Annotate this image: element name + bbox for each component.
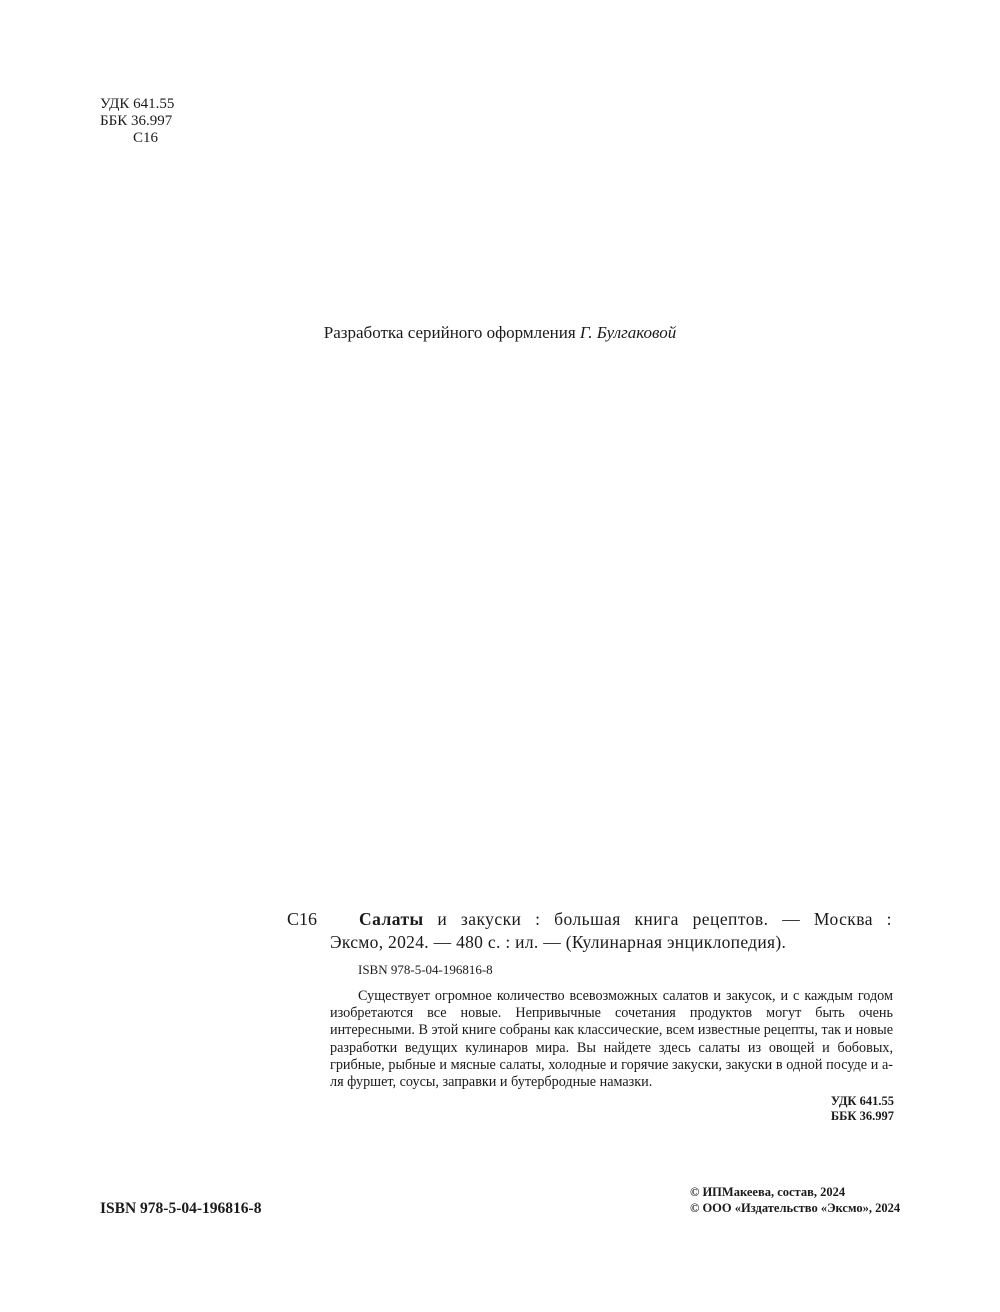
classification-codes-bottom — [780, 1094, 894, 1124]
bbk-code-bottom: ББК 36.997 — [830, 1109, 894, 1123]
book-annotation — [330, 988, 893, 1091]
copyright-line-publisher: © ООО «Издательство «Эксмо», 2024 — [690, 1200, 901, 1215]
record-title-rest: и закуски : большая книга рецептов. — Москва : — [437, 909, 892, 929]
record-isbn: ISBN 978-5-04-196816-8 — [358, 962, 493, 977]
udk-code-bottom: УДК 641.55 — [830, 1094, 894, 1108]
record-title-line — [359, 908, 892, 931]
record-publication-line: Эксмо, 2024. — 480 с. : ил. — (Кулинарная энциклопедия). — [330, 932, 787, 952]
design-credit-text: Разработка серийного оформления — [323, 323, 576, 342]
author-cipher: С16 — [133, 130, 159, 146]
copyright-block — [690, 1185, 900, 1216]
isbn-main: ISBN 978-5-04-196816-8 — [100, 1200, 262, 1217]
record-cipher: С16 — [287, 909, 318, 929]
bbk-code: ББК 36.997 — [100, 113, 173, 129]
record-title-bold: Салаты — [359, 909, 424, 929]
udk-code: УДК 641.55 — [100, 96, 175, 112]
designer-name: Г. Булгаковой — [579, 323, 677, 342]
copyright-line-compiler: © ИПМакеева, состав, 2024 — [690, 1185, 846, 1199]
series-design-credit — [0, 323, 1000, 343]
classification-codes-top — [100, 96, 174, 147]
annotation-text: Существует огромное количество всевозможных салатов и закусок, и с каждым годом изобретаются все новые. Непривычные сочетания продуктов могут быть очень интересными. В этой книге собраны как классические, всем известные рецепты, так и новые разработки ведущих кулинаров мира. Вы найдете здесь салаты из овощей и бобовых, грибные, рыбные и мясные салаты, холодные и горячие закуски, закуски в одной посуде и а-ля фуршет, соусы, заправки и бутербродные намазки. — [330, 988, 893, 1091]
